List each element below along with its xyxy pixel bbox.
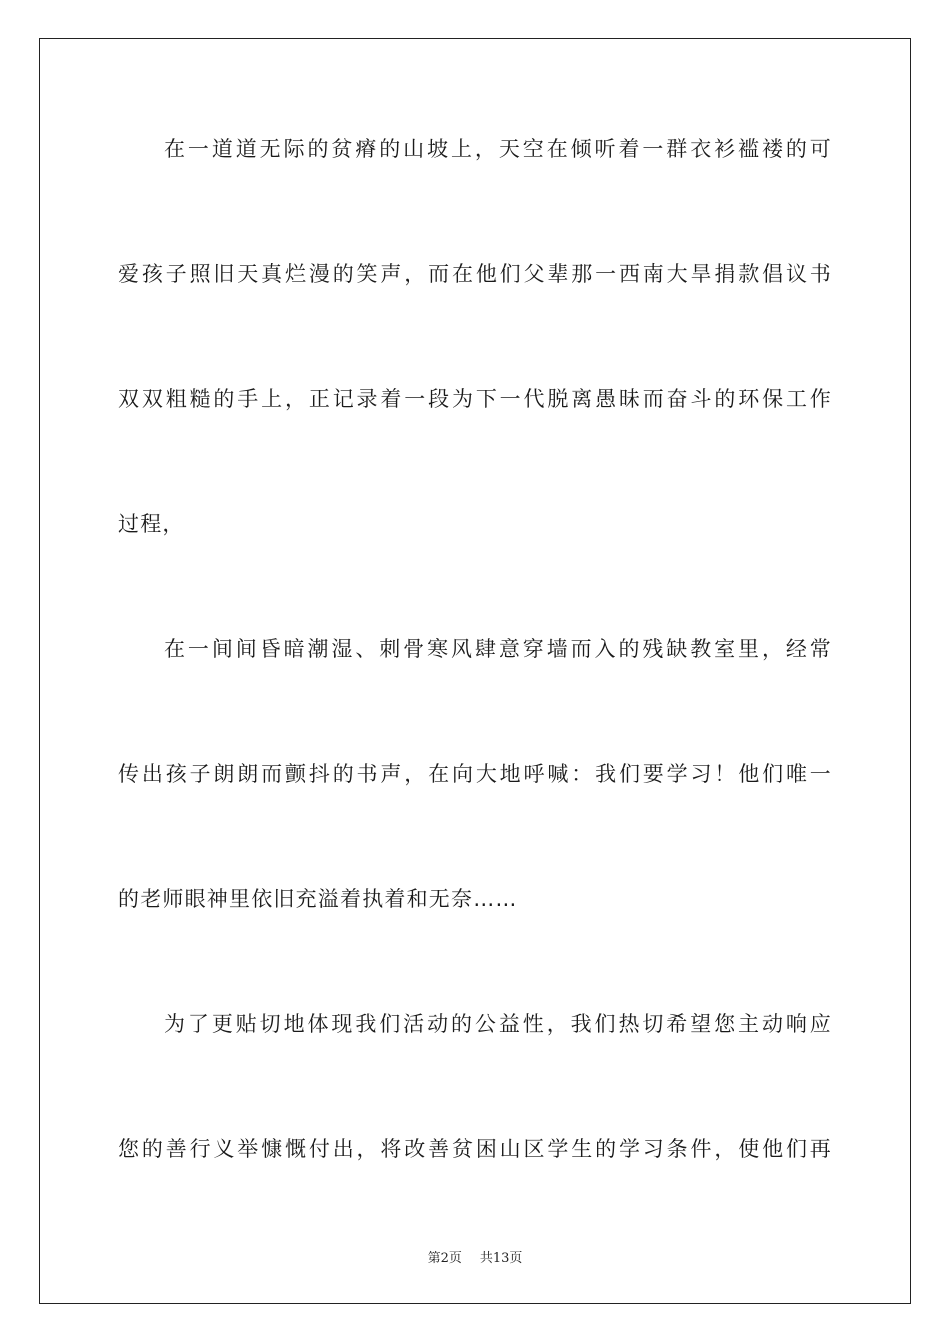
paragraph-2-line-2: 传出孩子朗朗而颤抖的书声，在向大地呼喊：我们要学习！他们唯一 <box>118 762 832 786</box>
paragraph-1-line-4: 过程， <box>118 512 185 536</box>
paragraph-2-line-1: 在一间间昏暗潮湿、刺骨寒风肆意穿墙而入的残缺教室里，经常 <box>164 637 832 661</box>
paragraph-2-line-3: 的老师眼神里依旧充溢着执着和无奈…… <box>118 887 518 911</box>
paragraph-1-line-3: 双双粗糙的手上，正记录着一段为下一代脱离愚昧而奋斗的环保工作 <box>118 387 832 411</box>
page-total: 共13页 <box>479 1251 523 1266</box>
document-body <box>118 128 832 1253</box>
paragraph-3-line-1: 为了更贴切地体现我们活动的公益性，我们热切希望您主动响应 <box>164 1012 832 1036</box>
paragraph-1-line-1: 在一道道无际的贫瘠的山坡上，天空在倾听着一群衣衫褴褛的可 <box>164 137 832 161</box>
page-number: 第2页 <box>427 1251 462 1266</box>
page-footer <box>0 1247 950 1266</box>
paragraph-1-line-2: 爱孩子照旧天真烂漫的笑声，而在他们父辈那一西南大旱捐款倡议书 <box>118 262 832 286</box>
paragraph-3-line-2: 您的善行义举慷慨付出，将改善贫困山区学生的学习条件，使他们再 <box>118 1137 832 1161</box>
